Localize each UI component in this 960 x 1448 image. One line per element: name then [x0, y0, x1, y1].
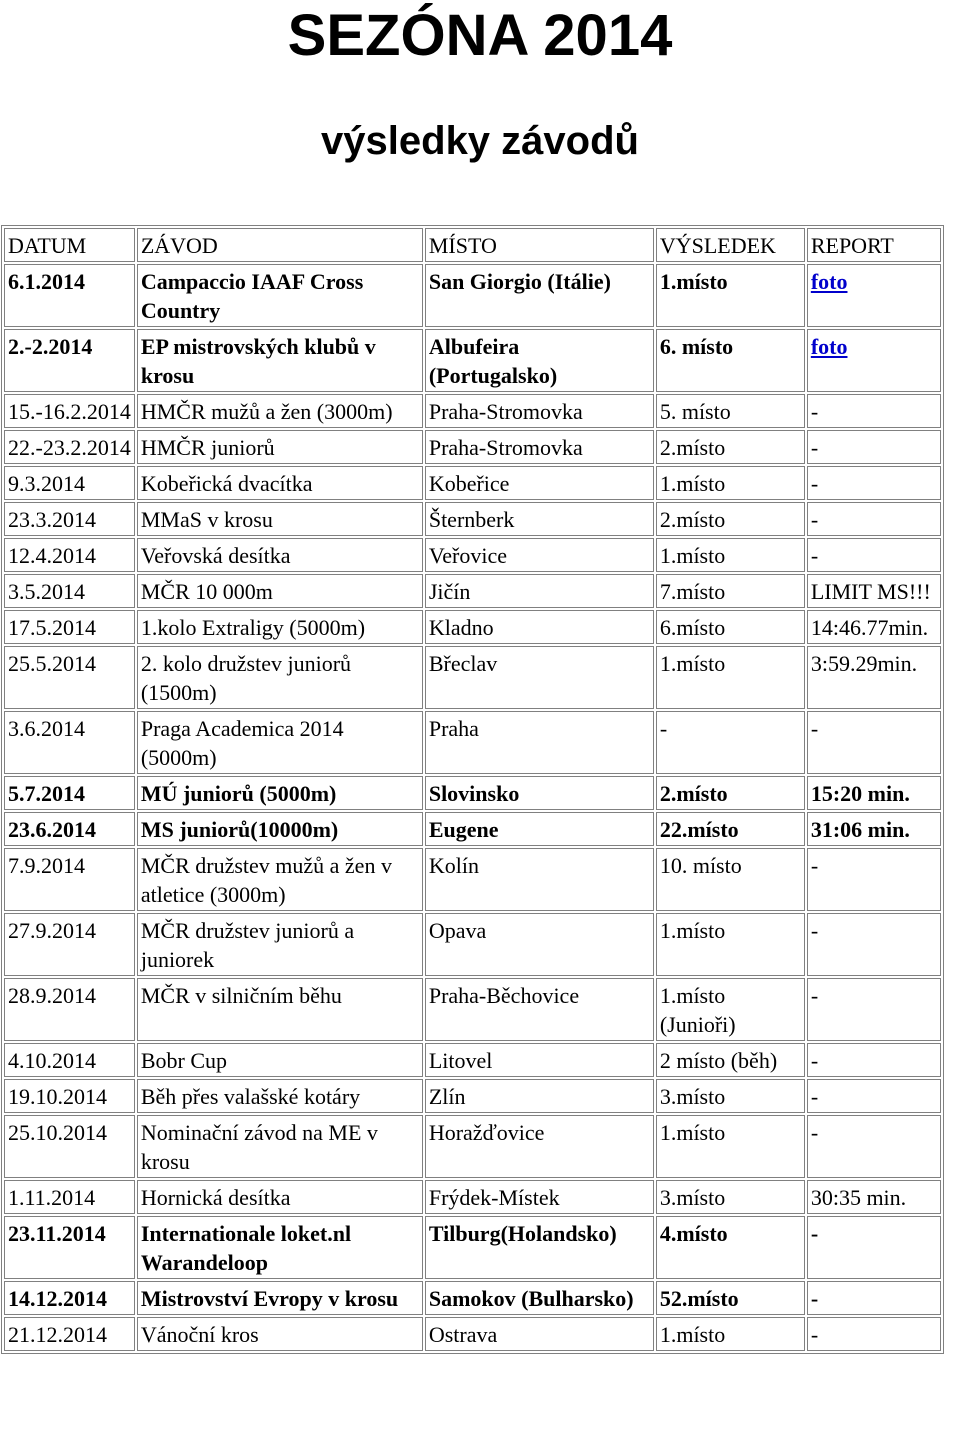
cell-datum: 3.6.2014 — [4, 711, 135, 774]
cell-datum: 6.1.2014 — [4, 264, 135, 327]
cell-datum: 19.10.2014 — [4, 1079, 135, 1113]
cell-vysledek: 1.místo — [656, 538, 805, 572]
cell-misto: Šternberk — [425, 502, 654, 536]
cell-vysledek: 1.místo — [656, 264, 805, 327]
cell-misto: Veřovice — [425, 538, 654, 572]
cell-misto: Kolín — [425, 848, 654, 911]
table-header-row — [4, 228, 941, 262]
table-row — [4, 1216, 941, 1279]
page-title: SEZÓNA 2014 — [287, 3, 673, 68]
cell-zavod: MMaS v krosu — [137, 502, 423, 536]
cell-misto: Eugene — [425, 812, 654, 846]
header-datum: DATUM — [4, 228, 135, 262]
table-row — [4, 1079, 941, 1113]
cell-report: - — [807, 1079, 941, 1113]
cell-report: - — [807, 538, 941, 572]
cell-datum: 2.-2.2014 — [4, 329, 135, 392]
cell-misto: Praha-Běchovice — [425, 978, 654, 1041]
cell-report: - — [807, 1115, 941, 1178]
cell-zavod: Campaccio IAAF Cross Country — [137, 264, 423, 327]
cell-zavod: EP mistrovských klubů v krosu — [137, 329, 423, 392]
cell-datum: 23.6.2014 — [4, 812, 135, 846]
cell-misto: Slovinsko — [425, 776, 654, 810]
cell-misto: Břeclav — [425, 646, 654, 709]
cell-zavod: Vánoční kros — [137, 1317, 423, 1351]
cell-zavod: Nominační závod na ME v krosu — [137, 1115, 423, 1178]
cell-zavod: Běh přes valašské kotáry — [137, 1079, 423, 1113]
cell-vysledek: 1.místo (Junioři) — [656, 978, 805, 1041]
table-row — [4, 538, 941, 572]
cell-datum: 1.11.2014 — [4, 1180, 135, 1214]
cell-vysledek: 2.místo — [656, 502, 805, 536]
table-row — [4, 812, 941, 846]
header-report: REPORT — [807, 228, 941, 262]
cell-vysledek: 2 místo (běh) — [656, 1043, 805, 1077]
cell-zavod: HMČR mužů a žen (3000m) — [137, 394, 423, 428]
cell-misto: San Giorgio (Itálie) — [425, 264, 654, 327]
cell-report: - — [807, 1043, 941, 1077]
cell-report: - — [807, 466, 941, 500]
cell-report: - — [807, 394, 941, 428]
cell-zavod: Hornická desítka — [137, 1180, 423, 1214]
cell-report — [807, 329, 941, 392]
cell-datum: 23.3.2014 — [4, 502, 135, 536]
cell-vysledek: 6. místo — [656, 329, 805, 392]
cell-report: 14:46.77min. — [807, 610, 941, 644]
cell-vysledek: 7.místo — [656, 574, 805, 608]
table-row — [4, 574, 941, 608]
cell-misto: Zlín — [425, 1079, 654, 1113]
cell-report: 15:20 min. — [807, 776, 941, 810]
table-row — [4, 610, 941, 644]
header-vysledek: VÝSLEDEK — [656, 228, 805, 262]
cell-vysledek: 1.místo — [656, 1317, 805, 1351]
header-misto: MÍSTO — [425, 228, 654, 262]
cell-vysledek: 1.místo — [656, 1115, 805, 1178]
cell-datum: 28.9.2014 — [4, 978, 135, 1041]
foto-link[interactable]: foto — [810, 334, 848, 359]
cell-vysledek: 2.místo — [656, 776, 805, 810]
table-row — [4, 646, 941, 709]
cell-misto: Litovel — [425, 1043, 654, 1077]
cell-zavod: 1.kolo Extraligy (5000m) — [137, 610, 423, 644]
cell-report: - — [807, 711, 941, 774]
cell-datum: 4.10.2014 — [4, 1043, 135, 1077]
table-row — [4, 264, 941, 327]
cell-datum: 25.5.2014 — [4, 646, 135, 709]
table-row — [4, 1180, 941, 1214]
header-zavod: ZÁVOD — [137, 228, 423, 262]
cell-misto: Praha — [425, 711, 654, 774]
cell-vysledek: 10. místo — [656, 848, 805, 911]
cell-datum: 23.11.2014 — [4, 1216, 135, 1279]
cell-vysledek: 1.místo — [656, 646, 805, 709]
cell-datum: 25.10.2014 — [4, 1115, 135, 1178]
table-row — [4, 329, 941, 392]
table-row — [4, 1317, 941, 1351]
table-row — [4, 430, 941, 464]
table-row — [4, 978, 941, 1041]
cell-zavod: MČR 10 000m — [137, 574, 423, 608]
cell-vysledek: 1.místo — [656, 913, 805, 976]
cell-misto: Kladno — [425, 610, 654, 644]
cell-vysledek: 5. místo — [656, 394, 805, 428]
cell-misto: Jičín — [425, 574, 654, 608]
cell-misto: Frýdek-Místek — [425, 1180, 654, 1214]
cell-zavod: Mistrovství Evropy v krosu — [137, 1281, 423, 1315]
cell-report: - — [807, 430, 941, 464]
table-row — [4, 711, 941, 774]
cell-datum: 27.9.2014 — [4, 913, 135, 976]
table-row — [4, 502, 941, 536]
cell-zavod: HMČR juniorů — [137, 430, 423, 464]
table-row — [4, 913, 941, 976]
cell-report — [807, 264, 941, 327]
cell-misto: Opava — [425, 913, 654, 976]
cell-report: - — [807, 1281, 941, 1315]
cell-datum: 12.4.2014 — [4, 538, 135, 572]
table-row — [4, 466, 941, 500]
table-row — [4, 848, 941, 911]
table-row — [4, 1115, 941, 1178]
cell-zavod: Kobeřická dvacítka — [137, 466, 423, 500]
cell-zavod: 2. kolo družstev juniorů (1500m) — [137, 646, 423, 709]
cell-datum: 17.5.2014 — [4, 610, 135, 644]
cell-misto: Tilburg(Holandsko) — [425, 1216, 654, 1279]
table-row — [4, 1281, 941, 1315]
results-table — [1, 225, 944, 1354]
table-row — [4, 394, 941, 428]
cell-misto: Horažďovice — [425, 1115, 654, 1178]
cell-vysledek: 3.místo — [656, 1180, 805, 1214]
cell-report: - — [807, 848, 941, 911]
cell-zavod: MS juniorů(10000m) — [137, 812, 423, 846]
foto-link[interactable]: foto — [810, 269, 848, 294]
cell-zavod: Internationale loket.nl Warandeloop — [137, 1216, 423, 1279]
table-row — [4, 776, 941, 810]
cell-misto: Albufeira (Portugalsko) — [425, 329, 654, 392]
cell-misto: Praha-Stromovka — [425, 394, 654, 428]
cell-misto: Ostrava — [425, 1317, 654, 1351]
cell-report: 30:35 min. — [807, 1180, 941, 1214]
cell-report: - — [807, 1317, 941, 1351]
cell-misto: Samokov (Bulharsko) — [425, 1281, 654, 1315]
cell-zavod: Praga Academica 2014 (5000m) — [137, 711, 423, 774]
cell-zavod: Bobr Cup — [137, 1043, 423, 1077]
cell-datum: 22.-23.2.2014 — [4, 430, 135, 464]
cell-report: - — [807, 502, 941, 536]
cell-vysledek: 1.místo — [656, 466, 805, 500]
cell-vysledek: 2.místo — [656, 430, 805, 464]
cell-datum: 14.12.2014 — [4, 1281, 135, 1315]
cell-vysledek: - — [656, 711, 805, 774]
cell-report: - — [807, 978, 941, 1041]
cell-zavod: MČR v silničním běhu — [137, 978, 423, 1041]
cell-datum: 7.9.2014 — [4, 848, 135, 911]
cell-report: - — [807, 1216, 941, 1279]
cell-misto: Praha-Stromovka — [425, 430, 654, 464]
cell-report: 3:59.29min. — [807, 646, 941, 709]
cell-datum: 21.12.2014 — [4, 1317, 135, 1351]
cell-vysledek: 6.místo — [656, 610, 805, 644]
cell-datum: 3.5.2014 — [4, 574, 135, 608]
cell-datum: 9.3.2014 — [4, 466, 135, 500]
cell-zavod: Veřovská desítka — [137, 538, 423, 572]
cell-zavod: MČR družstev mužů a žen v atletice (3000m) — [137, 848, 423, 911]
page-subtitle: výsledky závodů — [321, 119, 639, 163]
cell-vysledek: 4.místo — [656, 1216, 805, 1279]
cell-vysledek: 3.místo — [656, 1079, 805, 1113]
cell-zavod: MÚ juniorů (5000m) — [137, 776, 423, 810]
table-row — [4, 1043, 941, 1077]
cell-report: 31:06 min. — [807, 812, 941, 846]
cell-vysledek: 52.místo — [656, 1281, 805, 1315]
cell-datum: 15.-16.2.2014 — [4, 394, 135, 428]
cell-report: LIMIT MS!!! — [807, 574, 941, 608]
cell-datum: 5.7.2014 — [4, 776, 135, 810]
cell-misto: Kobeřice — [425, 466, 654, 500]
cell-vysledek: 22.místo — [656, 812, 805, 846]
cell-zavod: MČR družstev juniorů a juniorek — [137, 913, 423, 976]
cell-report: - — [807, 913, 941, 976]
